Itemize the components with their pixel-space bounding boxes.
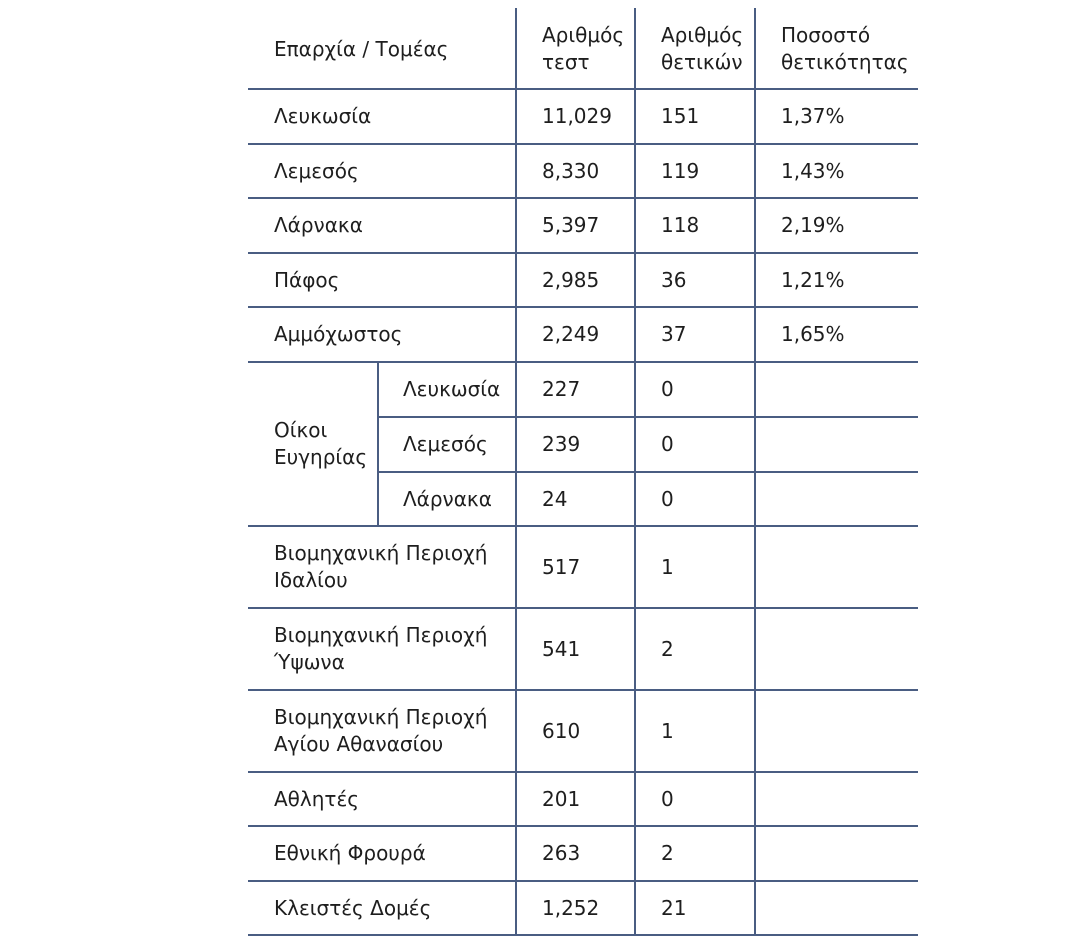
tests-value: 2,985 xyxy=(542,267,600,292)
positives-value: 21 xyxy=(661,895,687,920)
rate-value: 1,21% xyxy=(781,267,845,292)
row-divider xyxy=(248,771,918,773)
industrial-row-positives xyxy=(635,690,755,772)
region-name: Κλειστές Δομές xyxy=(274,895,432,920)
table-row-positives xyxy=(635,881,755,935)
tests-value: 541 xyxy=(542,636,581,661)
row-divider xyxy=(248,825,918,827)
tests-value: 8,330 xyxy=(542,158,600,183)
care-home-district: Λευκωσία xyxy=(403,377,501,401)
tests-value: 1,252 xyxy=(542,895,600,920)
industrial-row-tests xyxy=(516,526,635,608)
header-positives-label xyxy=(661,22,743,76)
industrial-area-name-line1: Βιομηχανική Περιοχή xyxy=(274,541,488,565)
rate-value: 2,19% xyxy=(781,213,845,237)
table-row-positives xyxy=(635,772,755,826)
table-row-region xyxy=(248,253,516,307)
tests-value: 5,397 xyxy=(542,213,600,237)
row-divider xyxy=(248,252,918,254)
table-row-tests xyxy=(516,307,635,362)
row-divider xyxy=(378,471,918,473)
region-name: Λεμεσός xyxy=(274,158,359,183)
industrial-row-rate xyxy=(755,526,918,608)
industrial-row-tests xyxy=(516,608,635,690)
table-row-tests xyxy=(516,772,635,826)
industrial-row-tests xyxy=(516,690,635,772)
industrial-row-positives xyxy=(635,608,755,690)
industrial-area-name-line1: Βιομηχανική Περιοχή xyxy=(274,705,488,729)
industrial-area-name xyxy=(274,540,487,594)
care-homes-title-line1: Οίκοι xyxy=(274,418,328,442)
table-row-positives xyxy=(635,826,755,881)
care-home-row-region xyxy=(378,417,516,472)
header-rate-label-line1: Ποσοστό xyxy=(781,22,871,47)
table-row-region xyxy=(248,307,516,362)
care-home-row-rate xyxy=(755,472,918,526)
care-home-row-rate xyxy=(755,362,918,417)
table-row-tests xyxy=(516,89,635,144)
positives-value: 36 xyxy=(661,267,687,292)
care-homes-title-line2: Ευγηρίας xyxy=(274,445,368,469)
industrial-row-region xyxy=(248,526,516,608)
table-row-rate xyxy=(755,881,918,935)
care-home-row-tests xyxy=(516,417,635,472)
row-divider xyxy=(378,416,918,418)
positives-value: 2 xyxy=(661,841,674,865)
tests-value: 201 xyxy=(542,786,581,811)
tests-value: 227 xyxy=(542,377,581,401)
table-row-region xyxy=(248,826,516,881)
table-row-region xyxy=(248,89,516,144)
row-divider xyxy=(248,197,918,199)
row-divider xyxy=(248,361,918,363)
table-row-tests xyxy=(516,253,635,307)
positives-value: 0 xyxy=(661,486,674,511)
positives-value: 0 xyxy=(661,786,674,811)
rate-value: 1,37% xyxy=(781,104,845,128)
table-row-positives xyxy=(635,144,755,198)
header-positives-label-line2: θετικών xyxy=(661,49,743,74)
header-tests xyxy=(516,8,635,89)
column-divider xyxy=(377,362,379,526)
row-divider xyxy=(248,607,918,609)
table-row-tests xyxy=(516,826,635,881)
table-row-rate xyxy=(755,772,918,826)
row-divider xyxy=(248,306,918,308)
test-results-table xyxy=(248,8,918,936)
care-home-row-positives xyxy=(635,417,755,472)
care-homes-title xyxy=(274,417,367,471)
tests-value: 11,029 xyxy=(542,104,612,128)
row-divider xyxy=(248,143,918,145)
positives-value: 0 xyxy=(661,377,674,401)
header-rate-label-line2: θετικότητας xyxy=(781,49,909,74)
header-tests-label-line1: Αριθμός xyxy=(542,22,625,47)
care-home-row-region xyxy=(378,472,516,526)
positives-value: 0 xyxy=(661,432,674,456)
industrial-area-name xyxy=(274,704,487,758)
industrial-area-name-line2: Ιδαλίου xyxy=(274,568,348,592)
table-row-tests xyxy=(516,881,635,935)
industrial-row-rate xyxy=(755,690,918,772)
header-region-label: Επαρχία / Τομέας xyxy=(274,37,449,61)
tests-value: 610 xyxy=(542,718,581,743)
care-homes-label xyxy=(248,362,378,526)
rate-value: 1,65% xyxy=(781,322,845,346)
industrial-area-name-line2: Ύψωνα xyxy=(274,650,345,674)
table-row-rate xyxy=(755,307,918,362)
row-divider xyxy=(248,88,918,90)
positives-value: 1 xyxy=(661,718,674,743)
table-row-rate xyxy=(755,144,918,198)
care-home-row-region xyxy=(378,362,516,417)
tests-value: 2,249 xyxy=(542,322,600,346)
industrial-area-name-line2: Αγίου Αθανασίου xyxy=(274,732,444,756)
region-name: Αθλητές xyxy=(274,786,360,811)
table-row-region xyxy=(248,198,516,253)
row-divider xyxy=(248,689,918,691)
care-home-row-tests xyxy=(516,472,635,526)
table-row-positives xyxy=(635,307,755,362)
table-row-region xyxy=(248,144,516,198)
region-name: Πάφος xyxy=(274,267,340,292)
column-divider xyxy=(515,8,517,935)
column-divider xyxy=(754,8,756,935)
header-region xyxy=(248,10,516,89)
industrial-row-rate xyxy=(755,608,918,690)
header-positives-label-line1: Αριθμός xyxy=(661,22,744,47)
tests-value: 517 xyxy=(542,554,581,579)
row-divider xyxy=(248,934,918,936)
rate-value: 1,43% xyxy=(781,158,845,183)
care-home-row-positives xyxy=(635,472,755,526)
row-divider xyxy=(248,880,918,882)
table-row-rate xyxy=(755,253,918,307)
positives-value: 37 xyxy=(661,322,687,346)
industrial-row-region xyxy=(248,690,516,772)
care-home-row-positives xyxy=(635,362,755,417)
positives-value: 119 xyxy=(661,158,700,183)
region-name: Εθνική Φρουρά xyxy=(274,841,426,865)
region-name: Λάρνακα xyxy=(274,213,363,237)
industrial-row-region xyxy=(248,608,516,690)
header-tests-label-line2: τεστ xyxy=(542,49,590,74)
table-row-region xyxy=(248,772,516,826)
positives-value: 118 xyxy=(661,213,700,237)
column-divider xyxy=(634,8,636,935)
care-home-district: Λάρνακα xyxy=(403,486,492,511)
row-divider xyxy=(248,525,918,527)
table-row-rate xyxy=(755,89,918,144)
tests-value: 239 xyxy=(542,432,581,456)
table-row-positives xyxy=(635,253,755,307)
header-rate xyxy=(755,8,918,89)
table-row-rate xyxy=(755,198,918,253)
industrial-area-name xyxy=(274,622,487,676)
table-row-region xyxy=(248,881,516,935)
header-tests-label xyxy=(542,22,624,76)
region-name: Αμμόχωστος xyxy=(274,322,403,346)
region-name: Λευκωσία xyxy=(274,104,372,128)
positives-value: 151 xyxy=(661,104,700,128)
tests-value: 263 xyxy=(542,841,581,865)
header-positives xyxy=(635,8,755,89)
care-home-row-rate xyxy=(755,417,918,472)
table-row-tests xyxy=(516,144,635,198)
header-rate-label xyxy=(781,22,909,76)
industrial-area-name-line1: Βιομηχανική Περιοχή xyxy=(274,623,488,647)
table-row-positives xyxy=(635,89,755,144)
care-home-district: Λεμεσός xyxy=(403,432,488,456)
tests-value: 24 xyxy=(542,486,568,511)
industrial-row-positives xyxy=(635,526,755,608)
table-row-tests xyxy=(516,198,635,253)
table-row-positives xyxy=(635,198,755,253)
care-home-row-tests xyxy=(516,362,635,417)
table-row-rate xyxy=(755,826,918,881)
positives-value: 2 xyxy=(661,636,674,661)
positives-value: 1 xyxy=(661,554,674,579)
